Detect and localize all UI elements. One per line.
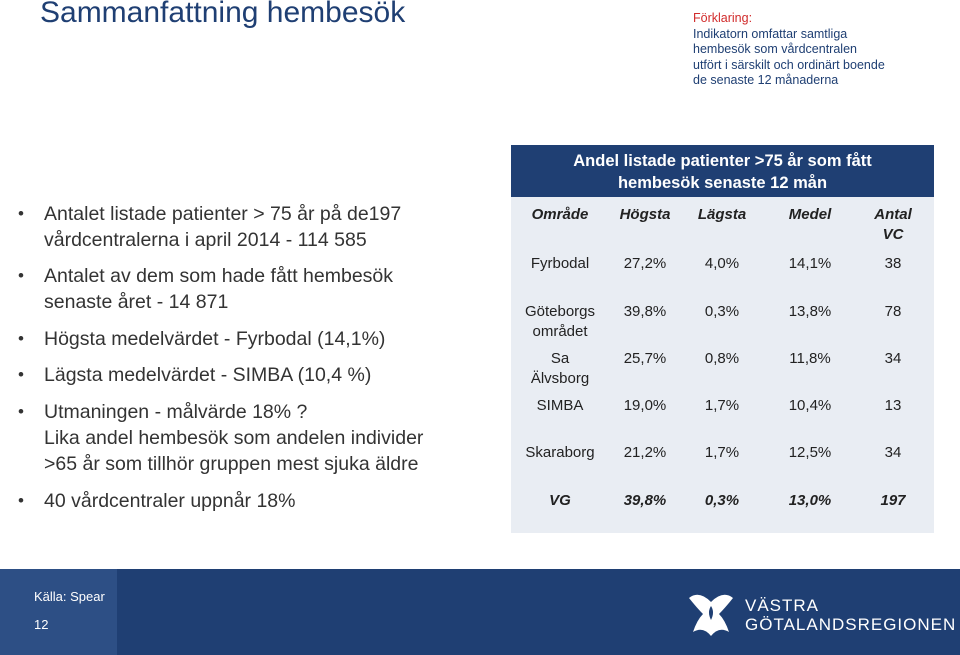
cell-mean: 10,4% [788,397,832,414]
bullet-dot-icon: • [18,329,24,348]
cell-count: 197 [880,492,906,509]
cell-mean: 12,5% [788,444,832,461]
cell-high: 39,8% [623,303,667,320]
bullet-text: senaste året - 14 871 [44,291,229,313]
table-title [511,145,934,197]
cell-count: 34 [884,444,902,461]
vgr-logo-mark-icon [683,586,739,642]
cell-low: 0,8% [704,350,740,367]
bullet-text: Antalet av dem som hade fått hembesök [44,265,394,287]
vgr-logo [683,586,957,642]
legend-line: hembesök som vårdcentralen [693,42,857,57]
cell-area: VG [549,492,571,509]
cell-mean: 14,1% [788,255,832,272]
cell-area: Skaraborg [525,444,595,461]
bullet-text: Lägsta medelvärdet - SIMBA (10,4 %) [44,364,372,386]
table-title-line: hembesök senaste 12 mån [617,174,828,192]
bullet-text: Lika andel hembesök som andelen individer [44,427,424,449]
cell-count: 34 [884,350,902,367]
legend-line: de senaste 12 månaderna [693,73,839,88]
legend-line: Indikatorn omfattar samtliga [693,26,848,41]
bullet-text: Högsta medelvärdet - Fyrbodal (14,1%) [44,328,386,350]
cell-high: 39,8% [623,492,667,509]
bullet-text: Antalet listade patienter > 75 år på de197 [44,203,402,225]
cell-mean: 11,8% [789,350,831,367]
cell-high: 27,2% [623,255,667,272]
cell-area: Göteborgs området [524,303,596,340]
hembesok-table [511,197,934,533]
cell-low: 1,7% [704,397,740,414]
legend-line: utfört i särskilt och ordinärt boende [693,57,885,72]
footer-source-panel [0,569,117,655]
cell-high: 19,0% [623,397,667,414]
cell-high: 25,7% [623,350,667,367]
cell-mean: 13,0% [788,492,832,509]
bullet-dot-icon: • [18,266,24,285]
bullet-text: Utmaningen - målvärde 18% ? [44,401,308,423]
cell-count: 13 [884,397,902,414]
bullet-dot-icon: • [18,402,24,421]
bullet-dot-icon: • [18,365,24,384]
bullet-text: 40 vårdcentraler uppnår 18% [44,490,296,512]
legend-box [693,11,933,89]
bullet-dot-icon: • [18,491,24,510]
cell-low: 4,0% [704,255,740,272]
page-title: Sammanfattning hembesök [40,0,406,29]
vgr-logo-text: VÄSTRA GÖTALANDSREGIONEN [745,596,957,634]
column-header-low: Lägsta [697,206,747,223]
legend-heading: Förklaring: [693,11,753,25]
cell-area: Fyrbodal [530,255,590,272]
page-number: 12 [34,617,49,632]
cell-low: 0,3% [704,492,740,509]
cell-mean: 13,8% [788,303,832,320]
cell-count: 38 [884,255,902,272]
column-header-mean: Medel [788,206,832,223]
cell-high: 21,2% [623,444,667,461]
cell-low: 0,3% [704,303,740,320]
cell-count: 78 [884,303,902,320]
bullet-text: >65 år som tillhör gruppen mest sjuka äldre [44,453,419,475]
bullet-dot-icon: • [18,204,24,223]
cell-area: Sa Älvsborg [530,350,590,387]
bullet-text: vårdcentralerna i april 2014 - 114 585 [44,229,367,251]
column-header-count: Antal VC [874,206,912,243]
source-label: Källa: Spear [34,589,105,604]
column-header-area: Område [531,206,589,223]
table-title-line: Andel listade patienter >75 år som fått [573,152,872,170]
footer-bar [0,569,960,655]
cell-low: 1,7% [704,444,740,461]
column-header-high: Högsta [619,206,671,223]
cell-area: SIMBA [536,397,584,414]
